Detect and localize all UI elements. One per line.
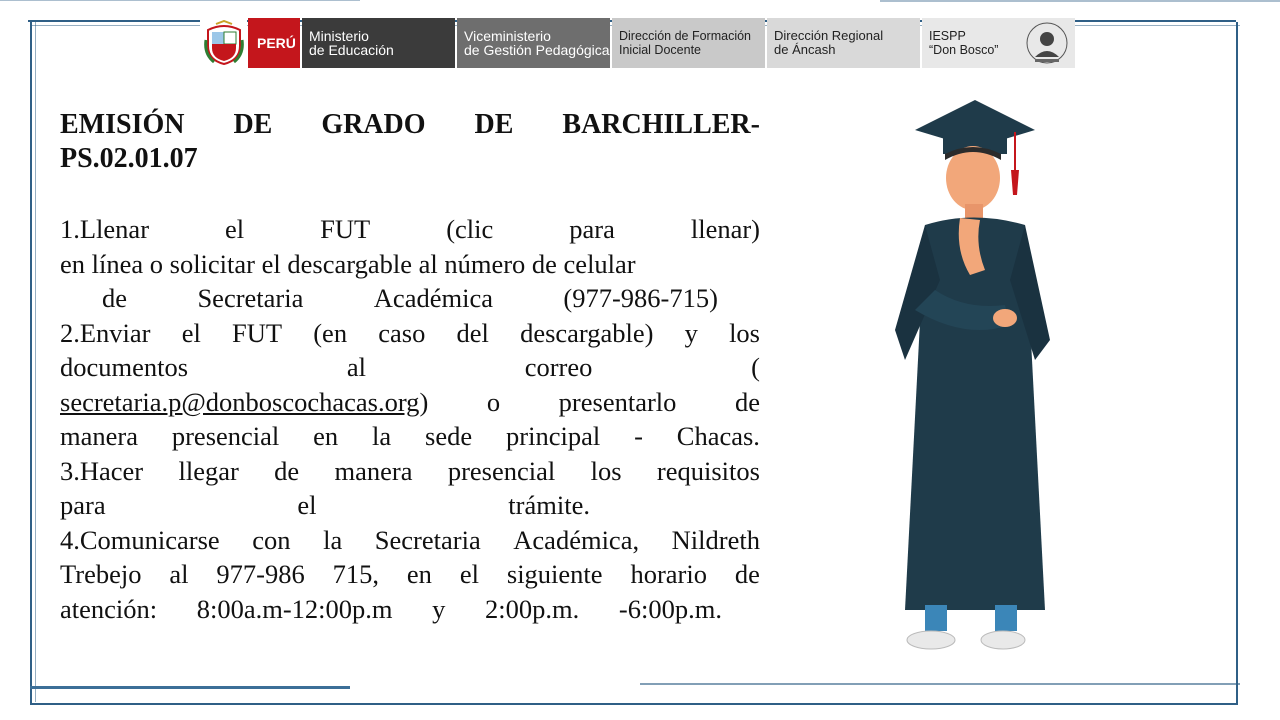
viceministerio-block: Viceministerio de Gestión Pedagógica	[457, 18, 610, 68]
word: trámite.	[508, 490, 590, 520]
frame-left-inner	[35, 22, 36, 702]
word: Académica,	[513, 524, 640, 555]
word: el	[225, 214, 245, 244]
frame-decoration	[880, 0, 1280, 2]
word: principal	[506, 421, 601, 451]
word: presentarlo	[558, 386, 677, 417]
word: (	[751, 352, 760, 382]
step-2-line-4	[60, 419, 760, 454]
title-word: GRADO	[321, 109, 426, 140]
step-2-line-2	[60, 350, 760, 385]
peru-coat-of-arms	[200, 18, 247, 68]
word: atención:	[60, 593, 158, 624]
institution-header	[200, 18, 1075, 68]
word: -6:00p.m.	[618, 593, 722, 624]
word: de	[734, 559, 760, 589]
word: 977-986	[216, 559, 305, 589]
word: descargable)	[520, 317, 654, 348]
word: Chacas.	[676, 421, 760, 451]
word: manera	[60, 421, 138, 451]
step-3-line-1	[60, 454, 760, 489]
word: y	[432, 593, 446, 624]
word: Nildreth	[671, 524, 760, 555]
word: el	[297, 490, 317, 520]
word: al	[169, 559, 189, 589]
peru-label: PERÚ	[248, 18, 300, 68]
frame-decoration	[0, 0, 360, 1]
word: del	[456, 317, 489, 348]
word: la	[372, 421, 392, 451]
step-4-line-1	[60, 523, 760, 558]
word: la	[323, 524, 343, 555]
step-2-line-1	[60, 316, 760, 351]
direccion-regional-block: Dirección Regional de Áncash	[767, 18, 920, 68]
step-1-line-1	[60, 212, 760, 247]
frame-bottom-inner	[640, 683, 1240, 685]
page-title	[60, 108, 760, 176]
word: FUT	[320, 214, 371, 244]
word: -	[634, 421, 643, 451]
word: caso	[378, 317, 426, 348]
word: de	[102, 283, 128, 313]
word: para	[569, 214, 615, 244]
step-4-line-2	[60, 557, 760, 592]
title-word: EMISIÓN	[60, 109, 185, 140]
word: los	[590, 455, 622, 486]
email-link[interactable]: secretaria.p@donboscochacas.org	[60, 386, 420, 417]
word: manera	[334, 455, 413, 486]
step-4-line-3	[60, 592, 760, 627]
word: 4.Comunicarse	[60, 524, 220, 555]
word: FUT	[231, 317, 283, 348]
word: en	[313, 421, 339, 451]
word: (en	[313, 317, 348, 348]
word: llenar)	[690, 214, 760, 244]
word: horario	[630, 559, 707, 589]
word: Trebejo	[60, 559, 142, 589]
step-1-line-3	[60, 281, 760, 316]
direccion-formacion-block: Dirección de Formación Inicial Docente	[612, 18, 765, 68]
frame-bottom	[30, 703, 1238, 705]
word: el	[181, 317, 201, 348]
frame-right	[1236, 22, 1238, 704]
word: en	[406, 559, 432, 589]
word: de	[734, 386, 760, 417]
word: 2.Enviar	[60, 317, 151, 348]
title-word: DE	[233, 109, 273, 140]
word: y	[684, 317, 698, 348]
procedure-steps	[60, 212, 760, 626]
word: presencial	[171, 421, 280, 451]
word: 3.Hacer	[60, 455, 144, 486]
word: siguiente	[506, 559, 603, 589]
word: llegar	[178, 455, 239, 486]
word: documentos	[60, 352, 189, 382]
word: requisitos	[656, 455, 760, 486]
word: al	[346, 352, 366, 382]
word: Secretaria	[374, 524, 481, 555]
peru-coat-of-arms-icon	[204, 20, 244, 66]
step-1-line-2: en línea o solicitar el descargable al número de celular	[60, 248, 636, 279]
word: 2:00p.m.	[485, 593, 580, 624]
word: Secretaria	[197, 283, 304, 313]
word: (clic	[446, 214, 494, 244]
word: sede	[425, 421, 473, 451]
iespp-block: IESPP “Don Bosco”	[922, 18, 1075, 68]
word: con	[252, 524, 291, 555]
word: 8:00a.m-12:00p.m	[196, 593, 393, 624]
frame-bottom-accent	[30, 686, 350, 689]
step-3-line-2	[60, 488, 760, 523]
title-line-2: PS.02.01.07	[60, 143, 198, 174]
word: Académica	[373, 283, 493, 313]
word: presencial	[447, 455, 556, 486]
word: (977-986-715)	[563, 283, 718, 313]
word: 1.Llenar	[60, 214, 150, 244]
word: los	[729, 317, 760, 348]
word: para	[60, 490, 106, 520]
word: o	[486, 386, 501, 417]
word: el	[459, 559, 479, 589]
word: correo	[524, 352, 593, 382]
word: 715,	[332, 559, 380, 589]
graduate-illustration	[885, 100, 1055, 660]
step-2-line-3	[60, 385, 760, 420]
ministerio-block: Ministerio de Educación	[302, 18, 455, 68]
title-word: BARCHILLER-	[562, 109, 760, 140]
title-line-1	[60, 108, 760, 142]
title-word: DE	[474, 109, 514, 140]
frame-left	[30, 20, 32, 704]
closing-paren: )	[419, 386, 429, 417]
word: de	[274, 455, 300, 486]
don-bosco-seal-icon	[1025, 21, 1069, 65]
